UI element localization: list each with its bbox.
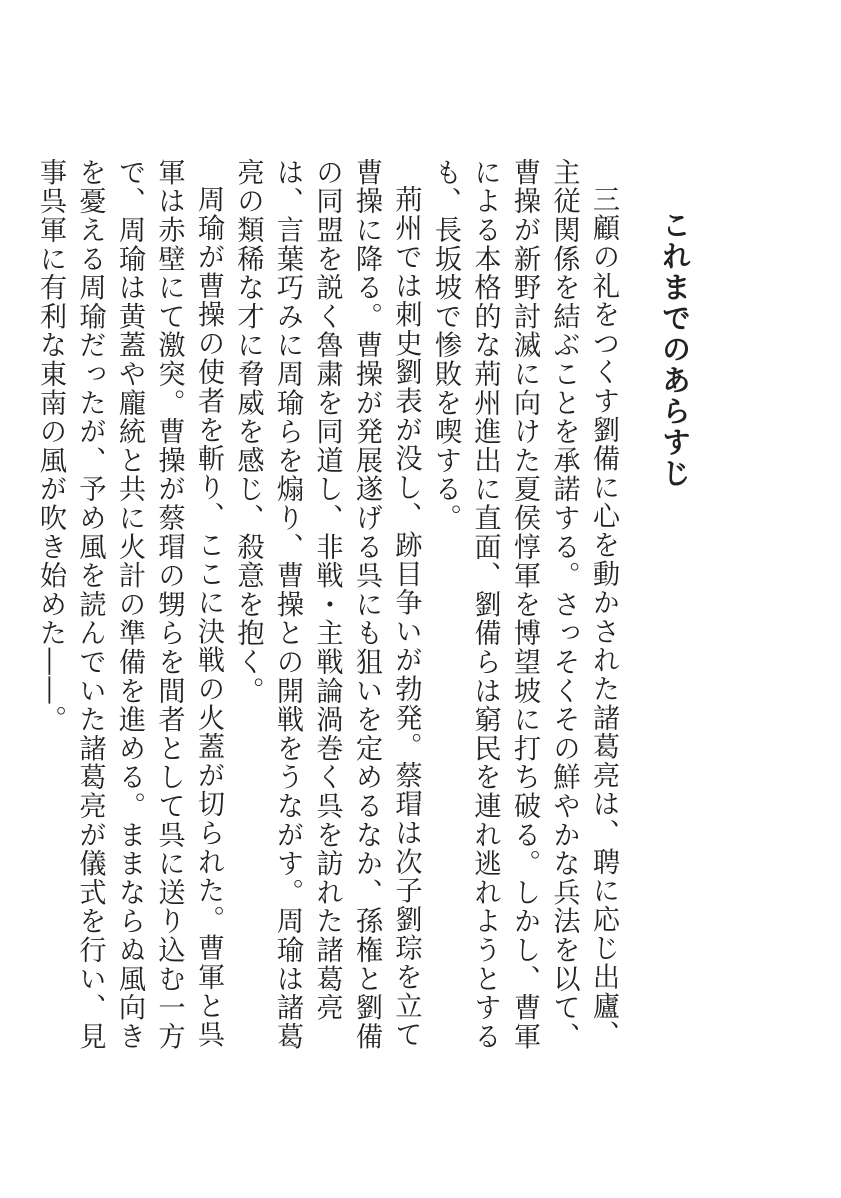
synopsis-paragraph-1: 三顧の礼をつくす劉備に心を動かされた諸葛亮は、聘に応じ出廬、主従関係を結ぶことを承諾する。さっそくその鮮やかな兵法を以て、曹操が新野討滅に向けた夏侯惇軍を博望坡に打ち破る。しかし、曹軍による本格的な荊州進出に直面、劉備らは窮民を連れ逃れようとするも、長坂坡で惨敗を喫する。 [430,158,619,1051]
synopsis-body [31,158,624,1058]
page-title: これまでのあらすじ [658,210,692,489]
synopsis-paragraph-2: 荊州では刺史劉表が没し、跡目争いが勃発。蔡瑁は次子劉琮を立て曹操に降る。曹操が発展遂げる呉にも狙いを定めるなか、孫権と劉備の同盟を説く魯粛を同道し、非戦・主戦論渦巻く呉を訪れた諸葛亮は、言葉巧みに周瑜らを煽り、曹操との開戦をうながす。周瑜は諸葛亮の類稀な才に脅威を感じ、殺意を抱く。 [232,158,422,1051]
synopsis-paragraph-3: 周瑜が曹操の使者を斬り、ここに決戦の火蓋が切られた。曹軍と呉軍は赤壁にて激突。曹操が蔡瑁の甥らを間者として呉に送り込む一方で、周瑜は黄蓋や龐統と共に火計の準備を進める。ままならぬ風向きを憂える周瑜だったが、予め風を読んでいた諸葛亮が儀式を行い、見事呉軍に有利な東南の風が吹き始めた――。 [35,158,224,1051]
